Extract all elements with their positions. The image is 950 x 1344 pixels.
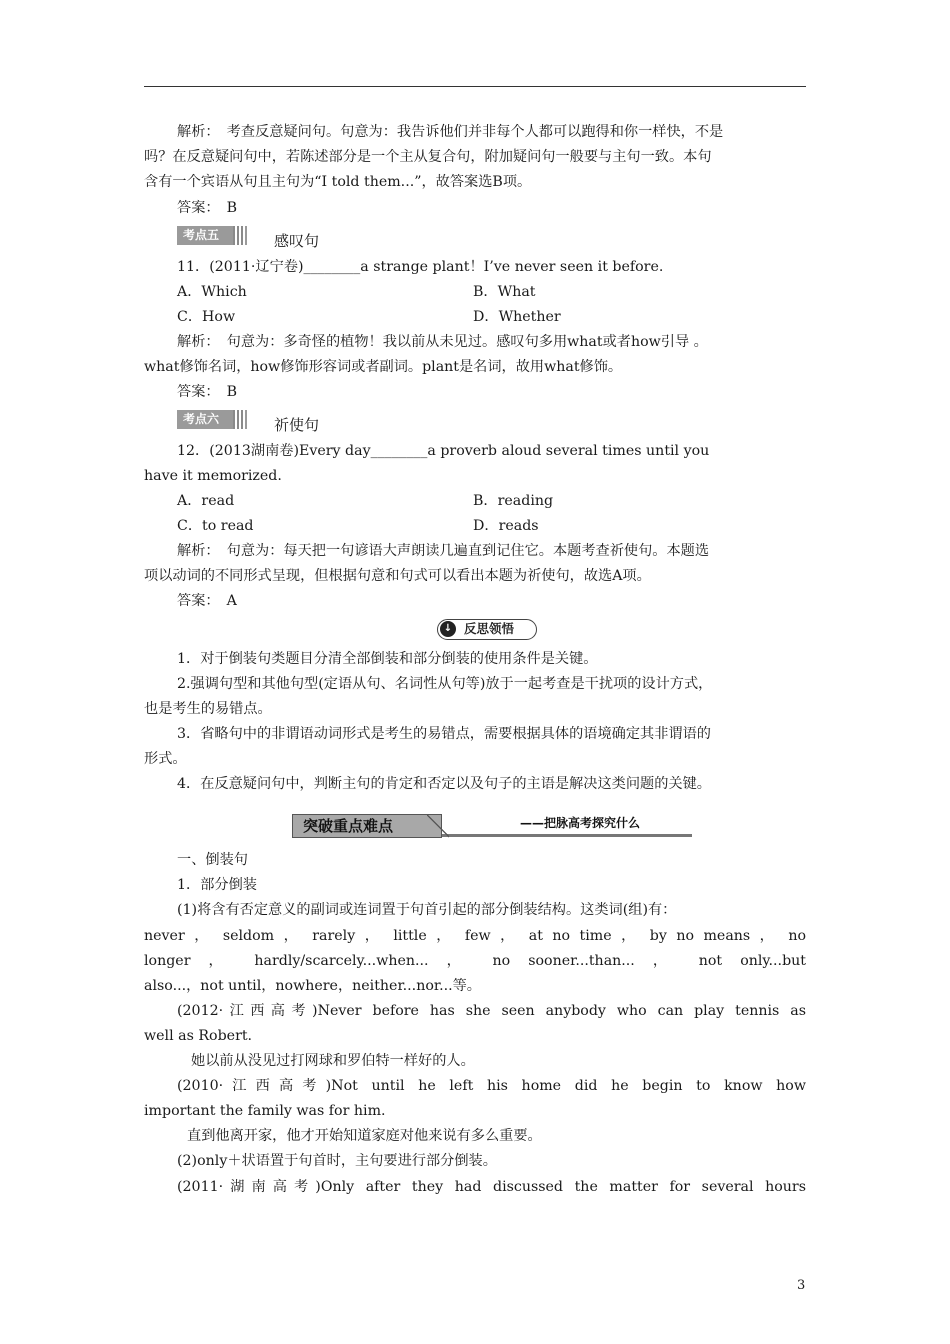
explanation-line: 项以动词的不同形式呈现，但根据句意和句式可以看出本题为祈使句，故选A项。 xyxy=(144,568,651,584)
banner-underline xyxy=(440,834,692,837)
reflection-line: 也是考生的易错点。 xyxy=(144,701,272,717)
option-a: A．Which xyxy=(177,284,247,300)
option-d: D．reads xyxy=(473,518,539,534)
arrow-down-icon: ↓ xyxy=(440,621,456,637)
answer-line: 答案： A xyxy=(177,593,237,609)
example-line: (2010·江西高考)Not until he left his home did he begin to know how xyxy=(177,1078,806,1094)
section-badge xyxy=(177,226,247,245)
body-line: longer ， hardly/scarcely...when... ， no sooner...than... ， not only...but xyxy=(144,953,806,969)
question-line: 11．(2011·辽宁卷)________a strange plant！I’ve never seen it before. xyxy=(177,259,664,275)
option-b: B．What xyxy=(473,284,536,300)
example-line: (2012·江西高考)Never before has she seen anybody who can play tennis as xyxy=(177,1003,806,1019)
reflection-line: 4．在反意疑问句中，判断主句的肯定和否定以及句子的主语是解决这类问题的关键。 xyxy=(177,776,711,792)
answer-line: 答案： B xyxy=(177,384,238,400)
explanation-line: 含有一个宾语从句且主句为“I told them...”，故答案选B项。 xyxy=(144,174,532,190)
explanation-line: 解析： 句意为：每天把一句谚语大声朗读几遍直到记住它。本题考查祈使句。本题选 xyxy=(177,543,710,559)
badge-label: 考点五 xyxy=(183,228,220,242)
badge-bars-icon xyxy=(233,410,245,429)
banner-slant xyxy=(427,814,449,838)
question-line: have it memorized. xyxy=(144,468,282,484)
body-line: 1．部分倒装 xyxy=(177,877,257,893)
section-topic: 祈使句 xyxy=(274,416,320,434)
reflection-heading-label: 反思领悟 xyxy=(464,621,515,636)
header-rule xyxy=(144,86,806,87)
banner-title: 突破重点难点 xyxy=(292,814,442,838)
reflection-line: 1．对于倒装句类题目分清全部倒装和部分倒装的使用条件是关键。 xyxy=(177,651,598,667)
body-line: 一、倒装句 xyxy=(177,852,248,868)
explanation-line: 解析： 句意为：多奇怪的植物！我以前从未见过。感叹句多用what或者how引导 。 xyxy=(177,334,708,350)
option-c: C．How xyxy=(177,309,236,325)
translation-line: 直到他离开家，他才开始知道家庭对他来说有多么重要。 xyxy=(187,1128,542,1144)
body-line: (1)将含有否定意义的副词或连词置于句首引起的部分倒装结构。这类词(组)有： xyxy=(177,902,677,918)
section-badge xyxy=(177,410,247,429)
option-c: C．to read xyxy=(177,518,254,534)
reflection-line: 2.强调句型和其他句型(定语从句、名词性从句等)放于一起考查是干扰项的设计方式， xyxy=(177,676,713,692)
page-number: 3 xyxy=(797,1278,806,1293)
body-line: (2)only＋状语置于句首时，主句要进行部分倒装。 xyxy=(177,1153,497,1169)
translation-line: 她以前从没见过打网球和罗伯特一样好的人。 xyxy=(191,1053,475,1069)
example-line: well as Robert. xyxy=(144,1028,253,1044)
reflection-line: 形式。 xyxy=(144,751,187,767)
body-line: also...，not until，nowhere，neither...nor...等。 xyxy=(144,978,481,994)
example-line: (2011·湖南高考)Only after they had discussed the matter for several hours xyxy=(177,1179,806,1195)
banner-subtitle: ——把脉高考探究什么 xyxy=(520,816,641,830)
section-topic: 感叹句 xyxy=(274,232,320,250)
option-a: A．read xyxy=(177,493,235,509)
body-line: never ， seldom ， rarely ， little ， few ， at no time ， by no means ， no xyxy=(144,928,806,944)
section-banner xyxy=(292,814,692,840)
reflection-line: 3．省略句中的非谓语动词形式是考生的易错点，需要根据具体的语境确定其非谓语的 xyxy=(177,726,711,742)
badge-bars-icon xyxy=(233,226,245,245)
explanation-line: 解析： 考查反意疑问句。句意为：我告诉他们并非每个人都可以跑得和你一样快，不是 xyxy=(177,124,724,140)
option-d: D．Whether xyxy=(473,309,561,325)
badge-label: 考点六 xyxy=(183,412,220,426)
explanation-line: 吗？在反意疑问句中，若陈述部分是一个主从复合句，附加疑问句一般要与主句一致。本句 xyxy=(144,149,712,165)
answer-line: 答案： B xyxy=(177,200,238,216)
reflection-heading xyxy=(437,619,537,640)
option-b: B．reading xyxy=(473,493,554,509)
question-line: 12．(2013湖南卷)Every day________a proverb aloud several times until you xyxy=(177,443,710,459)
explanation-line: what修饰名词，how修饰形容词或者副词。plant是名词，故用what修饰。 xyxy=(144,359,623,375)
example-line: important the family was for him. xyxy=(144,1103,386,1119)
